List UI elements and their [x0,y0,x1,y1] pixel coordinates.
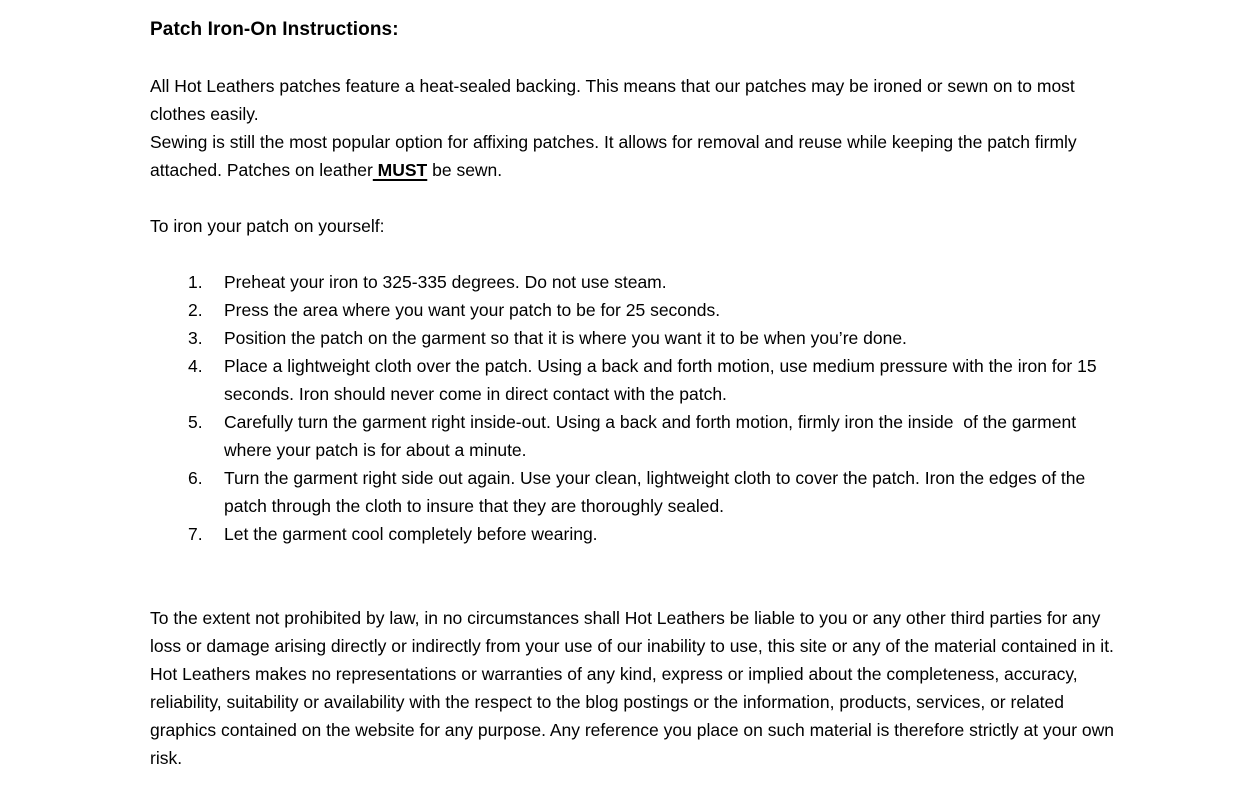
list-item-1 [150,268,1130,296]
instruction-list [150,268,1130,548]
list-item-text: Press the area where you want your patch to be for 25 seconds. [224,300,721,320]
list-number: 1. [188,272,203,292]
disclaimer-paragraph: To the extent not prohibited by law, in no circumstances shall Hot Leathers be liable to you or any other third parties for any loss or damage arising directly or indirectly from your use of our inability to use, this site or any of the material contained in it. Hot Leathers makes no representations or warranties of any kind, express or implied about the completeness, accuracy, reliability, suitability or availability with the respect to the blog postings or the information, products, services, or related graphics contained on the website for any purpose. Any reference you place on such material is therefore strictly at your own risk. [150,608,1119,768]
list-item-text: Turn the garment right side out again. Use your clean, lightweight cloth to cover the patch. Iron the edges of the patch through the cloth to insure that they are thoroughly sealed. [224,468,1091,516]
list-item-4 [150,352,1130,408]
list-item-text: Carefully turn the garment right inside-out. Using a back and forth motion, firmly iron the inside of the garment where your patch is for about a minute. [224,412,1081,460]
list-number: 7. [188,524,203,544]
intro-paragraph: All Hot Leathers patches feature a heat-sealed backing. This means that our patches may be ironed or sewn on to most clothes easily. [150,76,1080,124]
list-item-5 [150,408,1130,464]
list-item-7 [150,520,1130,548]
list-item-text: Position the patch on the garment so that it is where you want it to be when you’re done. [224,328,907,348]
list-item-text: Place a lightweight cloth over the patch. Using a back and forth motion, use medium pressure with the iron for 15 seconds. Iron should never come in direct contact with the patch. [224,356,1102,404]
list-item-text: Preheat your iron to 325-335 degrees. Do not use steam. [224,272,667,292]
list-intro: To iron your patch on yourself: [150,216,385,236]
list-item-text: Let the garment cool completely before wearing. [224,524,598,544]
list-number: 5. [188,412,203,432]
list-number: 4. [188,356,203,376]
sewing-paragraph [150,128,1128,184]
list-number: 6. [188,468,203,488]
list-item-2 [150,296,1130,324]
list-item-3 [150,324,1130,352]
list-number: 3. [188,328,203,348]
list-item-6 [150,464,1130,520]
document-title: Patch Iron-On Instructions: [150,19,399,40]
sewing-text-post: be sewn. [427,160,503,180]
list-number: 2. [188,300,203,320]
must-emphasis: MUST [372,160,428,180]
sewing-text-pre: Sewing is still the most popular option for affixing patches. It allows for removal and reuse while keeping the patch firmly attached. Patches on leather [150,132,1082,180]
